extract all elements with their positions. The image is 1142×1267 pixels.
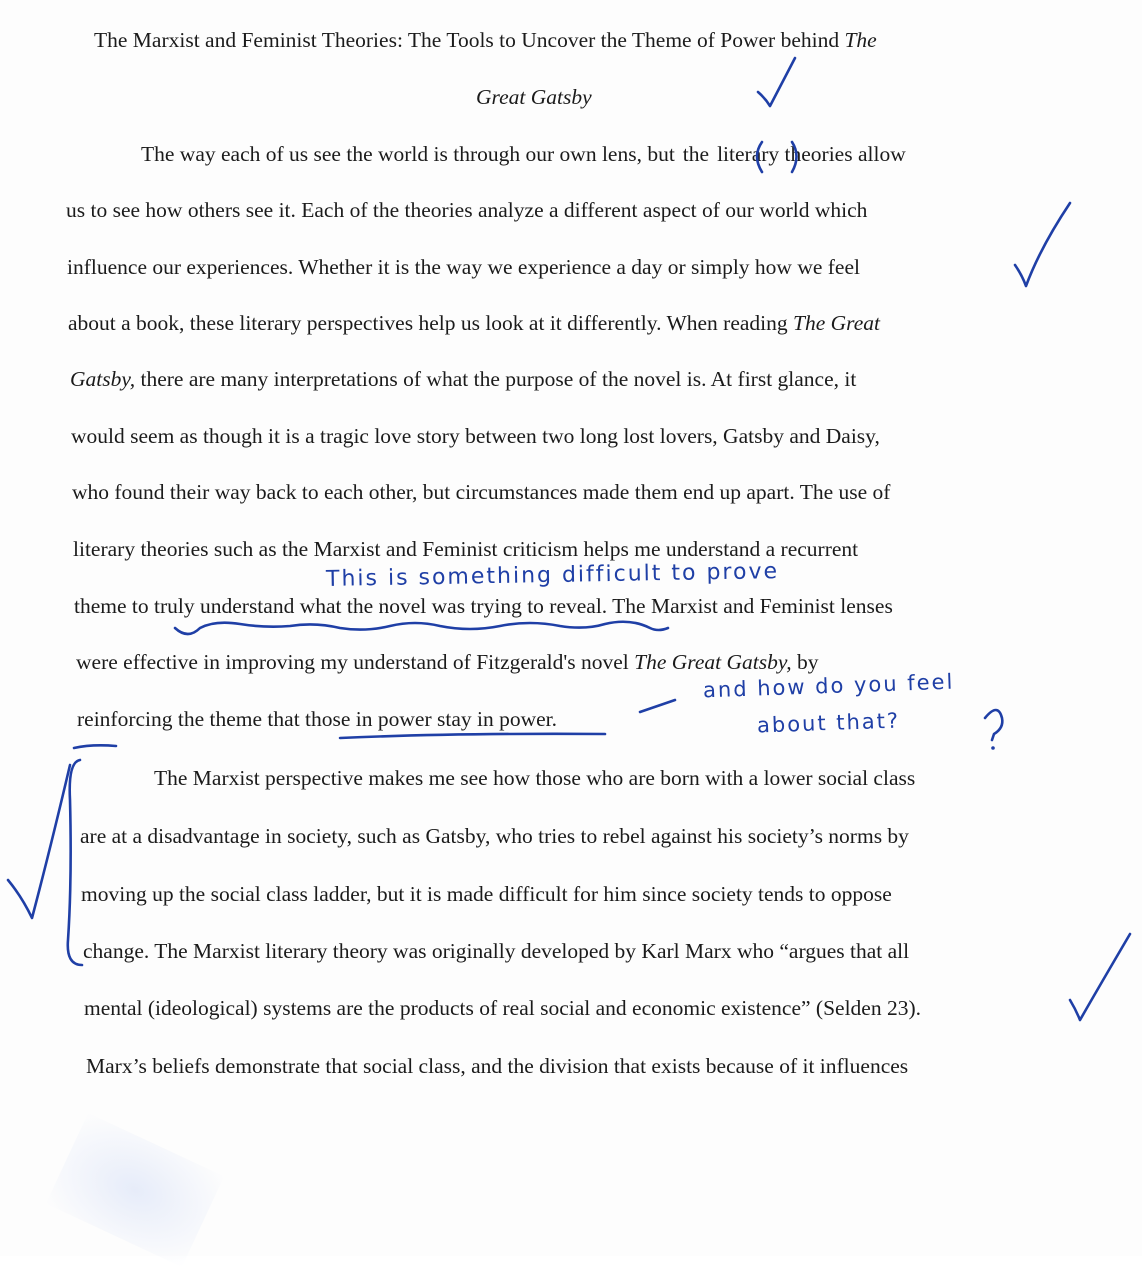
para1-text: about a book, these literary perspectives help us look at it differently. When reading (68, 311, 794, 335)
para1-text: by (791, 650, 819, 674)
para1-line-6: would seem as though it is a tragic love story between two long lost lovers, Gatsby and Daisy, (71, 424, 880, 448)
title-italic-2: Great Gatsby (476, 85, 592, 109)
handwritten-note-about: about that? (756, 708, 901, 738)
circled-word: the (682, 142, 710, 166)
para2-line-2: are at a disadvantage in society, such as Gatsby, who tries to rebel against his society’s norms by (80, 824, 909, 848)
para2-line-4: change. The Marxist literary theory was originally developed by Karl Marx who “argues that all (83, 939, 910, 963)
para1-line-9: theme to truly understand what the novel was trying to reveal. The Marxist and Feminist lenses (74, 594, 893, 618)
title-italic: The (844, 28, 877, 52)
para1-line-2: us to see how others see it. Each of the theories analyze a different aspect of our world which (66, 198, 868, 222)
margin-underline (74, 745, 116, 748)
para1-line-3: influence our experiences. Whether it is the way we experience a day or simply how we feel (67, 255, 860, 279)
checkmark-margin-2 (1070, 934, 1130, 1020)
margin-bracket (68, 760, 82, 965)
checkmark-margin-1 (1015, 203, 1070, 286)
handwritten-note-proof: This is something difficult to prove (325, 559, 780, 592)
para1-line-5 (70, 369, 856, 391)
book-title: The Great Gatsby, (634, 650, 792, 674)
para1-line-7: who found their way back to each other, but circumstances made them end up apart. The use of (72, 480, 891, 504)
para2-line-6: Marx’s beliefs demonstrate that social class, and the division that exists because of it influences (86, 1054, 909, 1078)
question-mark (985, 710, 1002, 740)
para1-text: were effective in improving my understand of Fitzgerald's novel (76, 650, 635, 674)
wavy-underline (175, 622, 668, 634)
para2-line-3: moving up the social class ladder, but it is made difficult for him since society tends to oppose (81, 882, 892, 906)
checkmark-title (758, 58, 795, 106)
para1-line-8: literary theories such as the Marxist and Feminist criticism helps me understand a recurrent (73, 537, 859, 561)
para1-line-10 (76, 652, 818, 674)
para1-text: The way each of us see the world is through our own lens, but (141, 142, 675, 166)
dash-mark (640, 700, 675, 712)
underline-power (340, 734, 605, 738)
title-line-1 (94, 30, 877, 52)
ink-smudge (46, 1113, 224, 1267)
para1-line-11: reinforcing the theme that those in power stay in power. (77, 707, 558, 731)
para2-line-1: The Marxist perspective makes me see how those who are born with a lower social class (154, 766, 916, 790)
para2-line-5: mental (ideological) systems are the products of real social and economic existence” (Selden 23). (84, 996, 921, 1020)
para1-text: there are many interpretations of what the purpose of the novel is. At first glance, it (135, 367, 857, 391)
handwritten-note-feel: and how do you feel (702, 669, 955, 703)
title-text: The Marxist and Feminist Theories: The Tools to Uncover the Theme of Power behind (94, 28, 845, 52)
para1-line-4 (68, 313, 880, 335)
title-line-2 (476, 87, 592, 109)
book-title: Gatsby, (70, 367, 136, 391)
para1-line-1 (141, 144, 906, 166)
checkmark-left-margin (8, 765, 70, 918)
book-title: The Great (793, 311, 881, 335)
para1-text: literary theories allow (717, 142, 906, 166)
